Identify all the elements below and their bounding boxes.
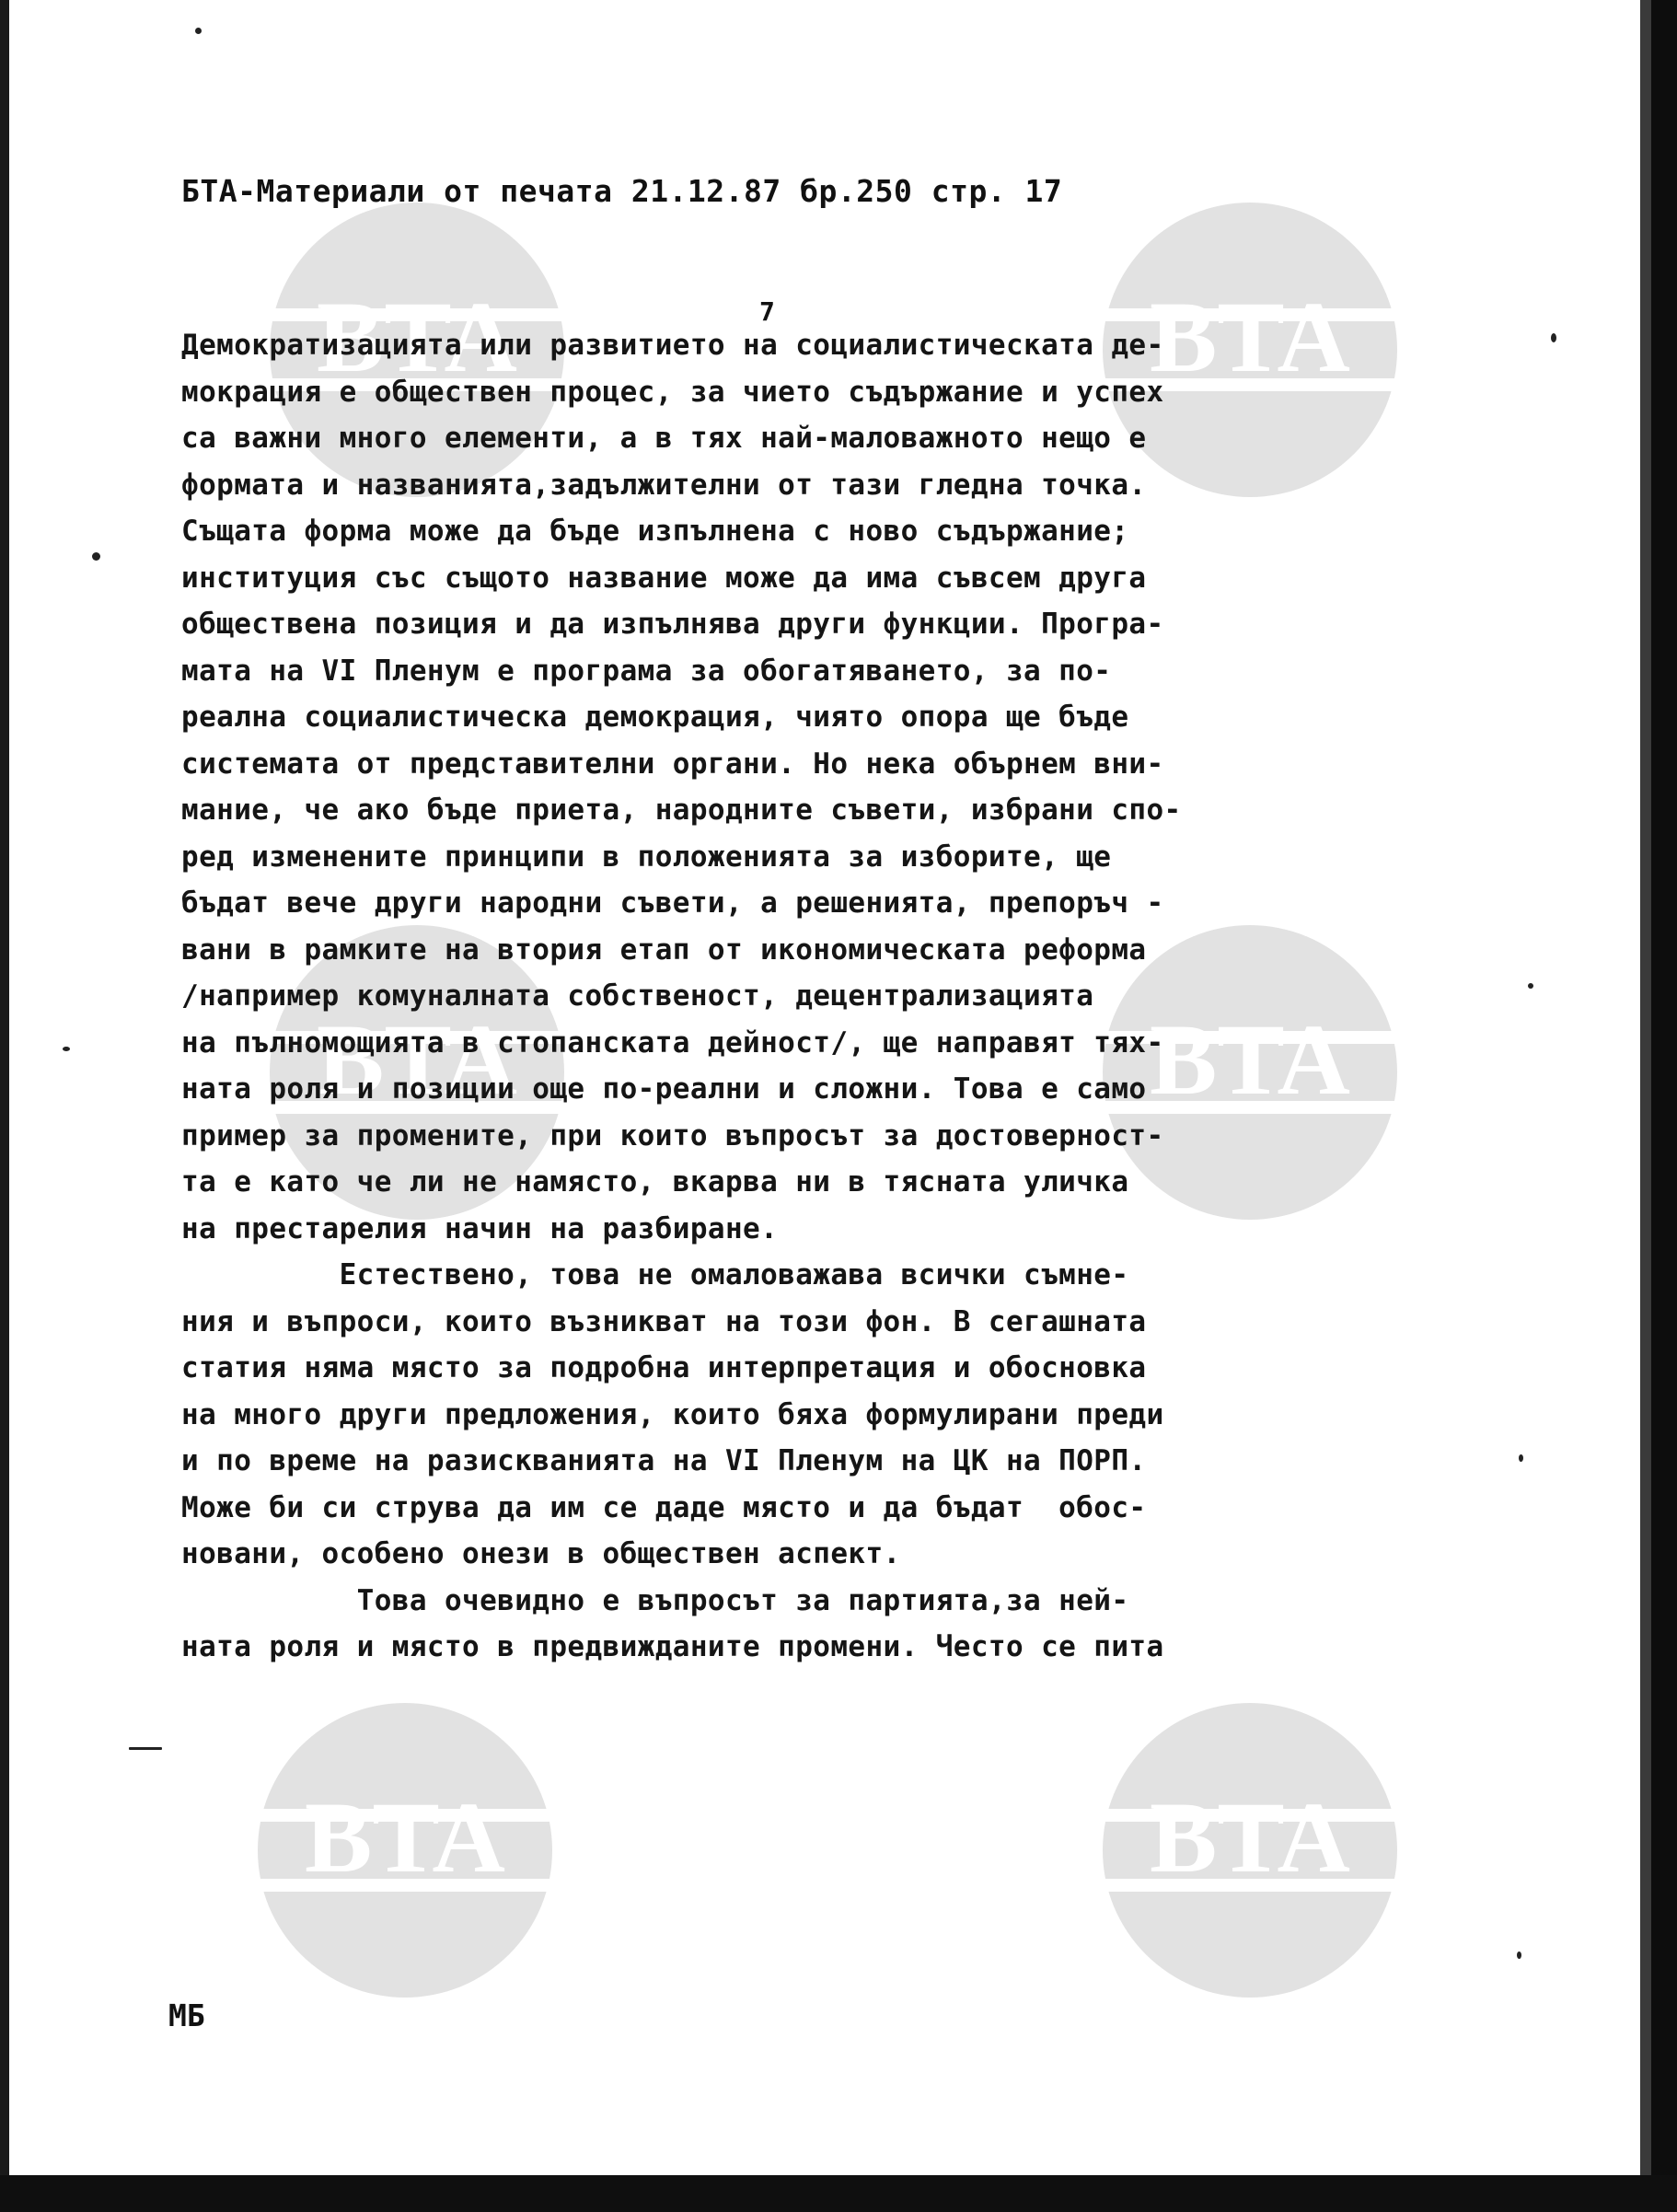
text-line: вани в рамките на втория етап от икономическата реформа — [181, 932, 1147, 967]
text-line: и по време на разискванията на VI Пленум на ЦК на ПОРП. — [181, 1444, 1147, 1477]
text-line: ред изменените принципи в положенията за изборите, ще — [181, 840, 1112, 874]
svg-text:BTA: BTA — [1149, 281, 1351, 393]
scan-speck — [129, 1747, 162, 1750]
text-line: ната роля и място в предвижданите промени. Често се пита — [181, 1630, 1164, 1663]
text-line: на пълномощията в стопанската дейност/, ще направят тях- — [181, 1025, 1164, 1060]
text-line: та е като че ли не намясто, вкарва ни в тясната уличка — [181, 1165, 1129, 1199]
svg-text:BTA: BTA — [1149, 1781, 1351, 1894]
svg-text:BTA: BTA — [316, 1003, 518, 1116]
svg-text:BTA: BTA — [304, 1781, 506, 1894]
scan-speck — [1551, 333, 1556, 342]
scan-speck — [63, 1047, 70, 1051]
typist-initials: МБ — [168, 1998, 205, 2033]
text-line: реална социалистическа демокрация, чиято опора ще бъде — [181, 701, 1129, 734]
text-line: /например комуналната собственост, децентрализацията — [181, 979, 1094, 1013]
scan-speck — [92, 552, 100, 561]
scan-speck — [195, 28, 202, 34]
svg-text:BTA: BTA — [1149, 1003, 1351, 1116]
text-line: мата на VI Пленум е програма за обогатяването, за по- — [181, 654, 1112, 688]
scan-edge-left — [0, 0, 9, 2212]
document-header: БТА-Материали от печата 21.12.87 бр.250 стр. 17 — [181, 173, 1063, 209]
text-line: пример за промените, при които въпросът за достоверност- — [181, 1118, 1164, 1152]
text-line: новани, особено онези в обществен аспект. — [181, 1537, 901, 1570]
text-line: Същата форма може да бъде изпълнена с ново съдържание; — [181, 515, 1129, 548]
scan-speck — [1517, 1951, 1521, 1959]
scan-speck — [1519, 1454, 1523, 1462]
scan-edge-bottom — [0, 2175, 1677, 2212]
text-line: Естествено, това не омаловажава всички съмне- — [181, 1258, 1129, 1291]
text-line: бъдат вече други народни съвети, а решенията, препоръч - — [181, 886, 1164, 920]
document-body — [181, 322, 1378, 1671]
text-line: Може би си струва да им се даде място и да бъдат обос- — [181, 1490, 1147, 1524]
text-line: мание, че ако бъде приета, народните съвети, избрани спо- — [181, 793, 1182, 827]
text-line: формата и названията,задължителни от тази гледна точка. — [181, 468, 1147, 502]
svg-text:BTA: BTA — [316, 281, 518, 393]
text-line: Това очевидно е въпросът за партията,за ней- — [181, 1583, 1129, 1617]
text-line: институция със същото название може да има съвсем друга — [181, 561, 1147, 595]
bta-watermark-logo — [253, 1698, 557, 2002]
text-line: статия няма място за подробна интерпретация и обосновка — [181, 1351, 1147, 1384]
scan-edge-right-strip — [1640, 0, 1651, 2212]
scan-edge-right — [1651, 0, 1677, 2212]
text-line: ния и въпроси, които възникват на този фон. В сегашната — [181, 1304, 1147, 1338]
handwritten-page-mark: 7 — [759, 296, 775, 327]
text-line: Демократизацията или развитието на социалистическата де- — [181, 329, 1164, 362]
text-line: на много други предложения, които бяха формулирани преди — [181, 1397, 1164, 1431]
text-line: обществена позиция и да изпълнява други функции. Програ- — [181, 608, 1164, 641]
bta-watermark-logo — [1098, 1698, 1402, 2002]
scan-speck — [1528, 983, 1533, 989]
text-line: ната роля и позиции още по-реални и сложни. Това е само — [181, 1072, 1147, 1106]
text-line: на престарелия начин на разбиране. — [181, 1211, 779, 1245]
text-line: са важни много елементи, а в тях най-маловажното нещо е — [181, 422, 1147, 455]
text-line: мокрация е обществен процес, за чието съдържание и успех — [181, 375, 1164, 409]
text-line: системата от представителни органи. Но нека обърнем вни- — [181, 747, 1164, 781]
